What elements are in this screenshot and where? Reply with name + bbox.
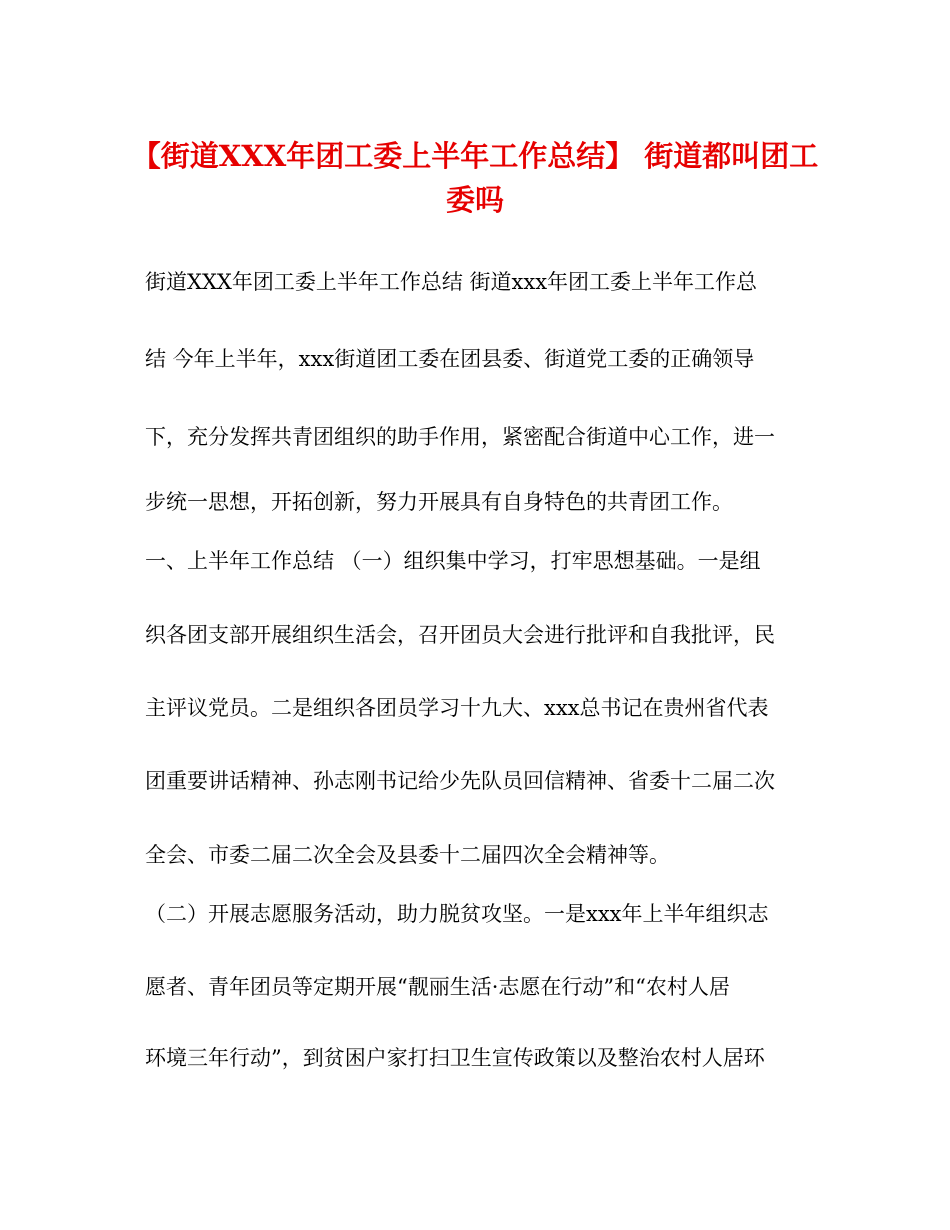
body-line-6: 织各团支部开展组织生活会，召开团员大会进行批评和自我批评，民: [145, 623, 775, 647]
body-line-2: 结 今年上半年，xxx街道团工委在团县委、街道党工委的正确领导: [145, 347, 755, 371]
body-line-5: 一、上半年工作总结 （一）组织集中学习，打牢思想基础。一是组: [145, 549, 761, 573]
body-line-10: （二）开展志愿服务活动，助力脱贫攻坚。一是xxx年上半年组织志: [145, 902, 769, 926]
document-title-line-2: 委吗: [445, 183, 504, 217]
body-line-9: 全会、市委二届二次全会及县委十二届四次全会精神等。: [145, 843, 670, 867]
body-line-7: 主评议党员。二是组织各团员学习十九大、xxx总书记在贵州省代表: [145, 696, 769, 720]
body-line-4: 步统一思想，开拓创新，努力开展具有自身特色的共青团工作。: [145, 490, 733, 514]
body-line-12: 环境三年行动”，到贫困户家打扫卫生宣传政策以及整治农村人居环: [145, 1046, 765, 1070]
body-line-1: 街道XXX年团工委上半年工作总结 街道xxx年团工委上半年工作总: [145, 270, 758, 294]
document-title-line-1: 【街道XXX年团工委上半年工作总结】 街道都叫团工: [131, 139, 819, 173]
body-line-8: 团重要讲话精神、孙志刚书记给少先队员回信精神、省委十二届二次: [145, 769, 775, 793]
body-line-3: 下，充分发挥共青团组织的助手作用，紧密配合街道中心工作，进一: [145, 425, 775, 449]
body-line-11: 愿者、青年团员等定期开展“靓丽生活·志愿在行动”和“农村人居: [145, 975, 730, 999]
